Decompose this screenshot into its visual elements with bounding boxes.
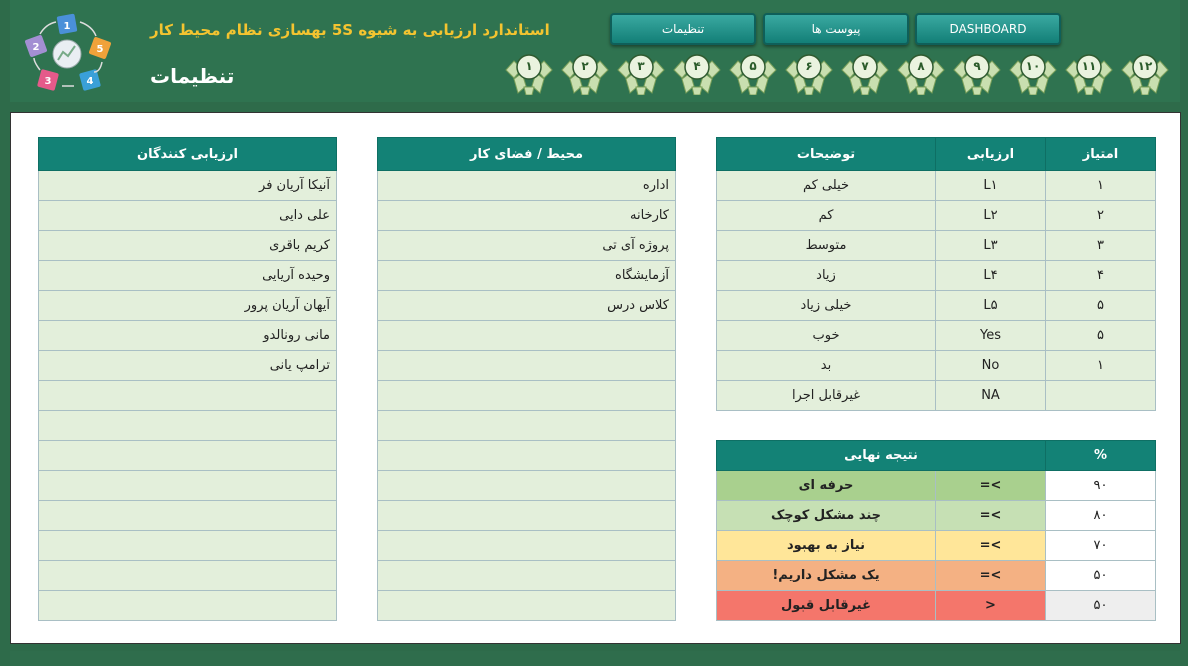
operator-cell: =< [936,501,1046,531]
step-tab-3[interactable] [616,53,666,95]
evaluator-row-cell[interactable] [39,501,337,531]
workplace-row [378,321,676,351]
scoring-table [716,137,1156,411]
result-row [717,561,1156,591]
evaluator-row-cell[interactable]: مانی رونالدو [39,321,337,351]
rating-cell[interactable]: Yes [936,321,1046,351]
step-tab-label: ۵ [749,59,757,73]
result-label-cell: غیرقابل قبول [717,591,936,621]
step-tab-label: ۹ [973,59,981,73]
scoring-row [717,201,1156,231]
logo-step-1: 1 [63,21,71,32]
scoring-row [717,231,1156,261]
workplace-row [378,561,676,591]
description-header: توضیحات [717,138,936,171]
nav-dashboard-button[interactable]: DASHBOARD [915,13,1061,45]
step-tab-label: ۳ [637,59,645,73]
workplace-row-cell[interactable] [378,591,676,621]
evaluator-row [39,171,337,201]
description-cell[interactable]: کم [717,201,936,231]
workplace-row-cell[interactable] [378,501,676,531]
evaluator-row [39,471,337,501]
page-title: تنظیمات [150,64,235,88]
result-row [717,471,1156,501]
scoring-row [717,261,1156,291]
workplace-row-cell[interactable] [378,441,676,471]
workplace-row [378,381,676,411]
footer-bar [10,651,1180,666]
evaluator-row-cell[interactable]: وحیده آریایی [39,261,337,291]
description-cell[interactable]: زیاد [717,261,936,291]
step-tab-4[interactable] [672,53,722,95]
evaluators-table [38,137,337,621]
step-tab-9[interactable] [952,53,1002,95]
workplace-row [378,201,676,231]
workplace-row-cell[interactable] [378,381,676,411]
nav-attachments-button[interactable]: پیوست ها [763,13,909,45]
evaluator-row-cell[interactable]: ترامپ یانی [39,351,337,381]
header-bar [10,0,1180,102]
evaluator-row-cell[interactable] [39,561,337,591]
workplace-row [378,231,676,261]
evaluator-row [39,441,337,471]
final-result-header: نتیجه نهایی [717,441,1046,471]
step-tab-1[interactable] [504,53,554,95]
logo-step-4: 4 [86,76,94,87]
rating-cell[interactable]: L۴ [936,261,1046,291]
evaluator-row-cell[interactable]: آنیکا آریان فر [39,171,337,201]
score-cell[interactable]: ۵ [1046,321,1156,351]
step-tab-7[interactable] [840,53,890,95]
step-tab-10[interactable] [1008,53,1058,95]
workplace-row [378,171,676,201]
scoring-row [717,321,1156,351]
step-tab-11[interactable] [1064,53,1114,95]
workplace-row [378,471,676,501]
evaluators-header: ارزیابی کنندگان [39,138,337,171]
nav-settings-button[interactable]: تنظیمات [610,13,756,45]
result-row [717,591,1156,621]
logo-step-2: 2 [32,42,40,53]
evaluator-row-cell[interactable]: علی دایی [39,201,337,231]
step-tab-8[interactable] [896,53,946,95]
evaluator-row [39,351,337,381]
workplace-row-cell[interactable]: کلاس درس [378,291,676,321]
description-cell[interactable]: خیلی کم [717,171,936,201]
result-row [717,531,1156,561]
evaluator-row [39,531,337,561]
evaluator-row-cell[interactable] [39,531,337,561]
step-tab-label: ۸ [917,59,925,73]
percent-cell[interactable]: ۷۰ [1046,531,1156,561]
rating-cell[interactable]: L۲ [936,201,1046,231]
scoring-row [717,291,1156,321]
rating-header: ارزیابی [936,138,1046,171]
step-tab-6[interactable] [784,53,834,95]
workplace-row-cell[interactable] [378,411,676,441]
app-title: استاندارد ارزیابی به شیوه 5S بهسازی نظام محیط کار [150,21,550,39]
percent-cell[interactable]: ۵۰ [1046,591,1156,621]
workplace-row [378,591,676,621]
operator-cell: =< [936,561,1046,591]
evaluator-row [39,501,337,531]
step-tab-label: ۶ [805,59,813,73]
step-tab-label: ۱۰ [1025,59,1041,73]
workplace-row-cell[interactable] [378,471,676,501]
score-header: امتیاز [1046,138,1156,171]
workplace-row [378,351,676,381]
evaluator-row-cell[interactable]: کریم باقری [39,231,337,261]
description-cell[interactable]: بد [717,351,936,381]
result-table [716,440,1156,621]
result-label-cell: یک مشکل داریم! [717,561,936,591]
scoring-row [717,171,1156,201]
score-cell[interactable]: ۵ [1046,291,1156,321]
score-cell[interactable] [1046,381,1156,411]
logo-step-3: 3 [44,76,52,87]
operator-cell: =< [936,471,1046,501]
workplace-row-cell[interactable]: اداره [378,171,676,201]
rating-cell[interactable]: NA [936,381,1046,411]
workplace-row-cell[interactable]: کارخانه [378,201,676,231]
evaluator-row [39,381,337,411]
evaluator-row-cell[interactable] [39,591,337,621]
rating-cell[interactable]: L۱ [936,171,1046,201]
step-tab-label: ۱۲ [1137,59,1153,73]
evaluator-row [39,561,337,591]
result-label-cell: چند مشکل کوچک [717,501,936,531]
workplace-row [378,501,676,531]
evaluator-row-cell[interactable]: آیهان آریان پرور [39,291,337,321]
step-tab-5[interactable] [728,53,778,95]
percent-header: % [1046,441,1156,471]
workplace-row-cell[interactable] [378,561,676,591]
percent-cell[interactable]: ۹۰ [1046,471,1156,501]
5s-cycle-logo [22,10,112,95]
result-label-cell: حرفه ای [717,471,936,501]
score-cell[interactable]: ۱ [1046,171,1156,201]
rating-cell[interactable]: L۵ [936,291,1046,321]
workplaces-table [377,137,676,621]
evaluator-row [39,321,337,351]
workplace-row [378,291,676,321]
description-cell[interactable]: غیرقابل اجرا [717,381,936,411]
result-label-cell: نیاز به بهبود [717,531,936,561]
workplace-row [378,531,676,561]
score-cell[interactable]: ۴ [1046,261,1156,291]
workplace-row-cell[interactable] [378,351,676,381]
operator-cell: =< [936,531,1046,561]
evaluator-row [39,231,337,261]
score-cell[interactable]: ۲ [1046,201,1156,231]
workplace-row [378,411,676,441]
operator-cell: > [936,591,1046,621]
evaluator-row [39,411,337,441]
workplace-row-cell[interactable] [378,321,676,351]
evaluator-row [39,261,337,291]
step-tabs [504,53,1174,95]
score-cell[interactable]: ۱ [1046,351,1156,381]
evaluator-row-cell[interactable] [39,381,337,411]
logo-step-5: 5 [96,44,104,55]
percent-cell[interactable]: ۵۰ [1046,561,1156,591]
step-tab-label: ۱ [525,59,533,73]
score-cell[interactable]: ۳ [1046,231,1156,261]
workplaces-header: محیط / فضای کار [378,138,676,171]
rating-cell[interactable]: L۳ [936,231,1046,261]
step-tab-label: ۱۱ [1081,59,1097,73]
settings-sheet [10,112,1181,644]
evaluator-row [39,201,337,231]
scoring-row [717,351,1156,381]
workplace-row [378,261,676,291]
step-tab-label: ۴ [693,59,701,73]
evaluator-row [39,291,337,321]
description-cell[interactable]: خیلی زیاد [717,291,936,321]
workplace-row-cell[interactable]: پروژه آی تی [378,231,676,261]
step-tab-2[interactable] [560,53,610,95]
result-row [717,501,1156,531]
description-cell[interactable]: خوب [717,321,936,351]
workplace-row-cell[interactable] [378,531,676,561]
workplace-row-cell[interactable]: آزمایشگاه [378,261,676,291]
evaluator-row-cell[interactable] [39,471,337,501]
scoring-row [717,381,1156,411]
workplace-row [378,441,676,471]
evaluator-row-cell[interactable] [39,411,337,441]
description-cell[interactable]: متوسط [717,231,936,261]
step-tab-12[interactable] [1120,53,1170,95]
step-tab-label: ۷ [861,59,869,73]
percent-cell[interactable]: ۸۰ [1046,501,1156,531]
step-tab-label: ۲ [581,59,589,73]
evaluator-row [39,591,337,621]
rating-cell[interactable]: No [936,351,1046,381]
evaluator-row-cell[interactable] [39,441,337,471]
